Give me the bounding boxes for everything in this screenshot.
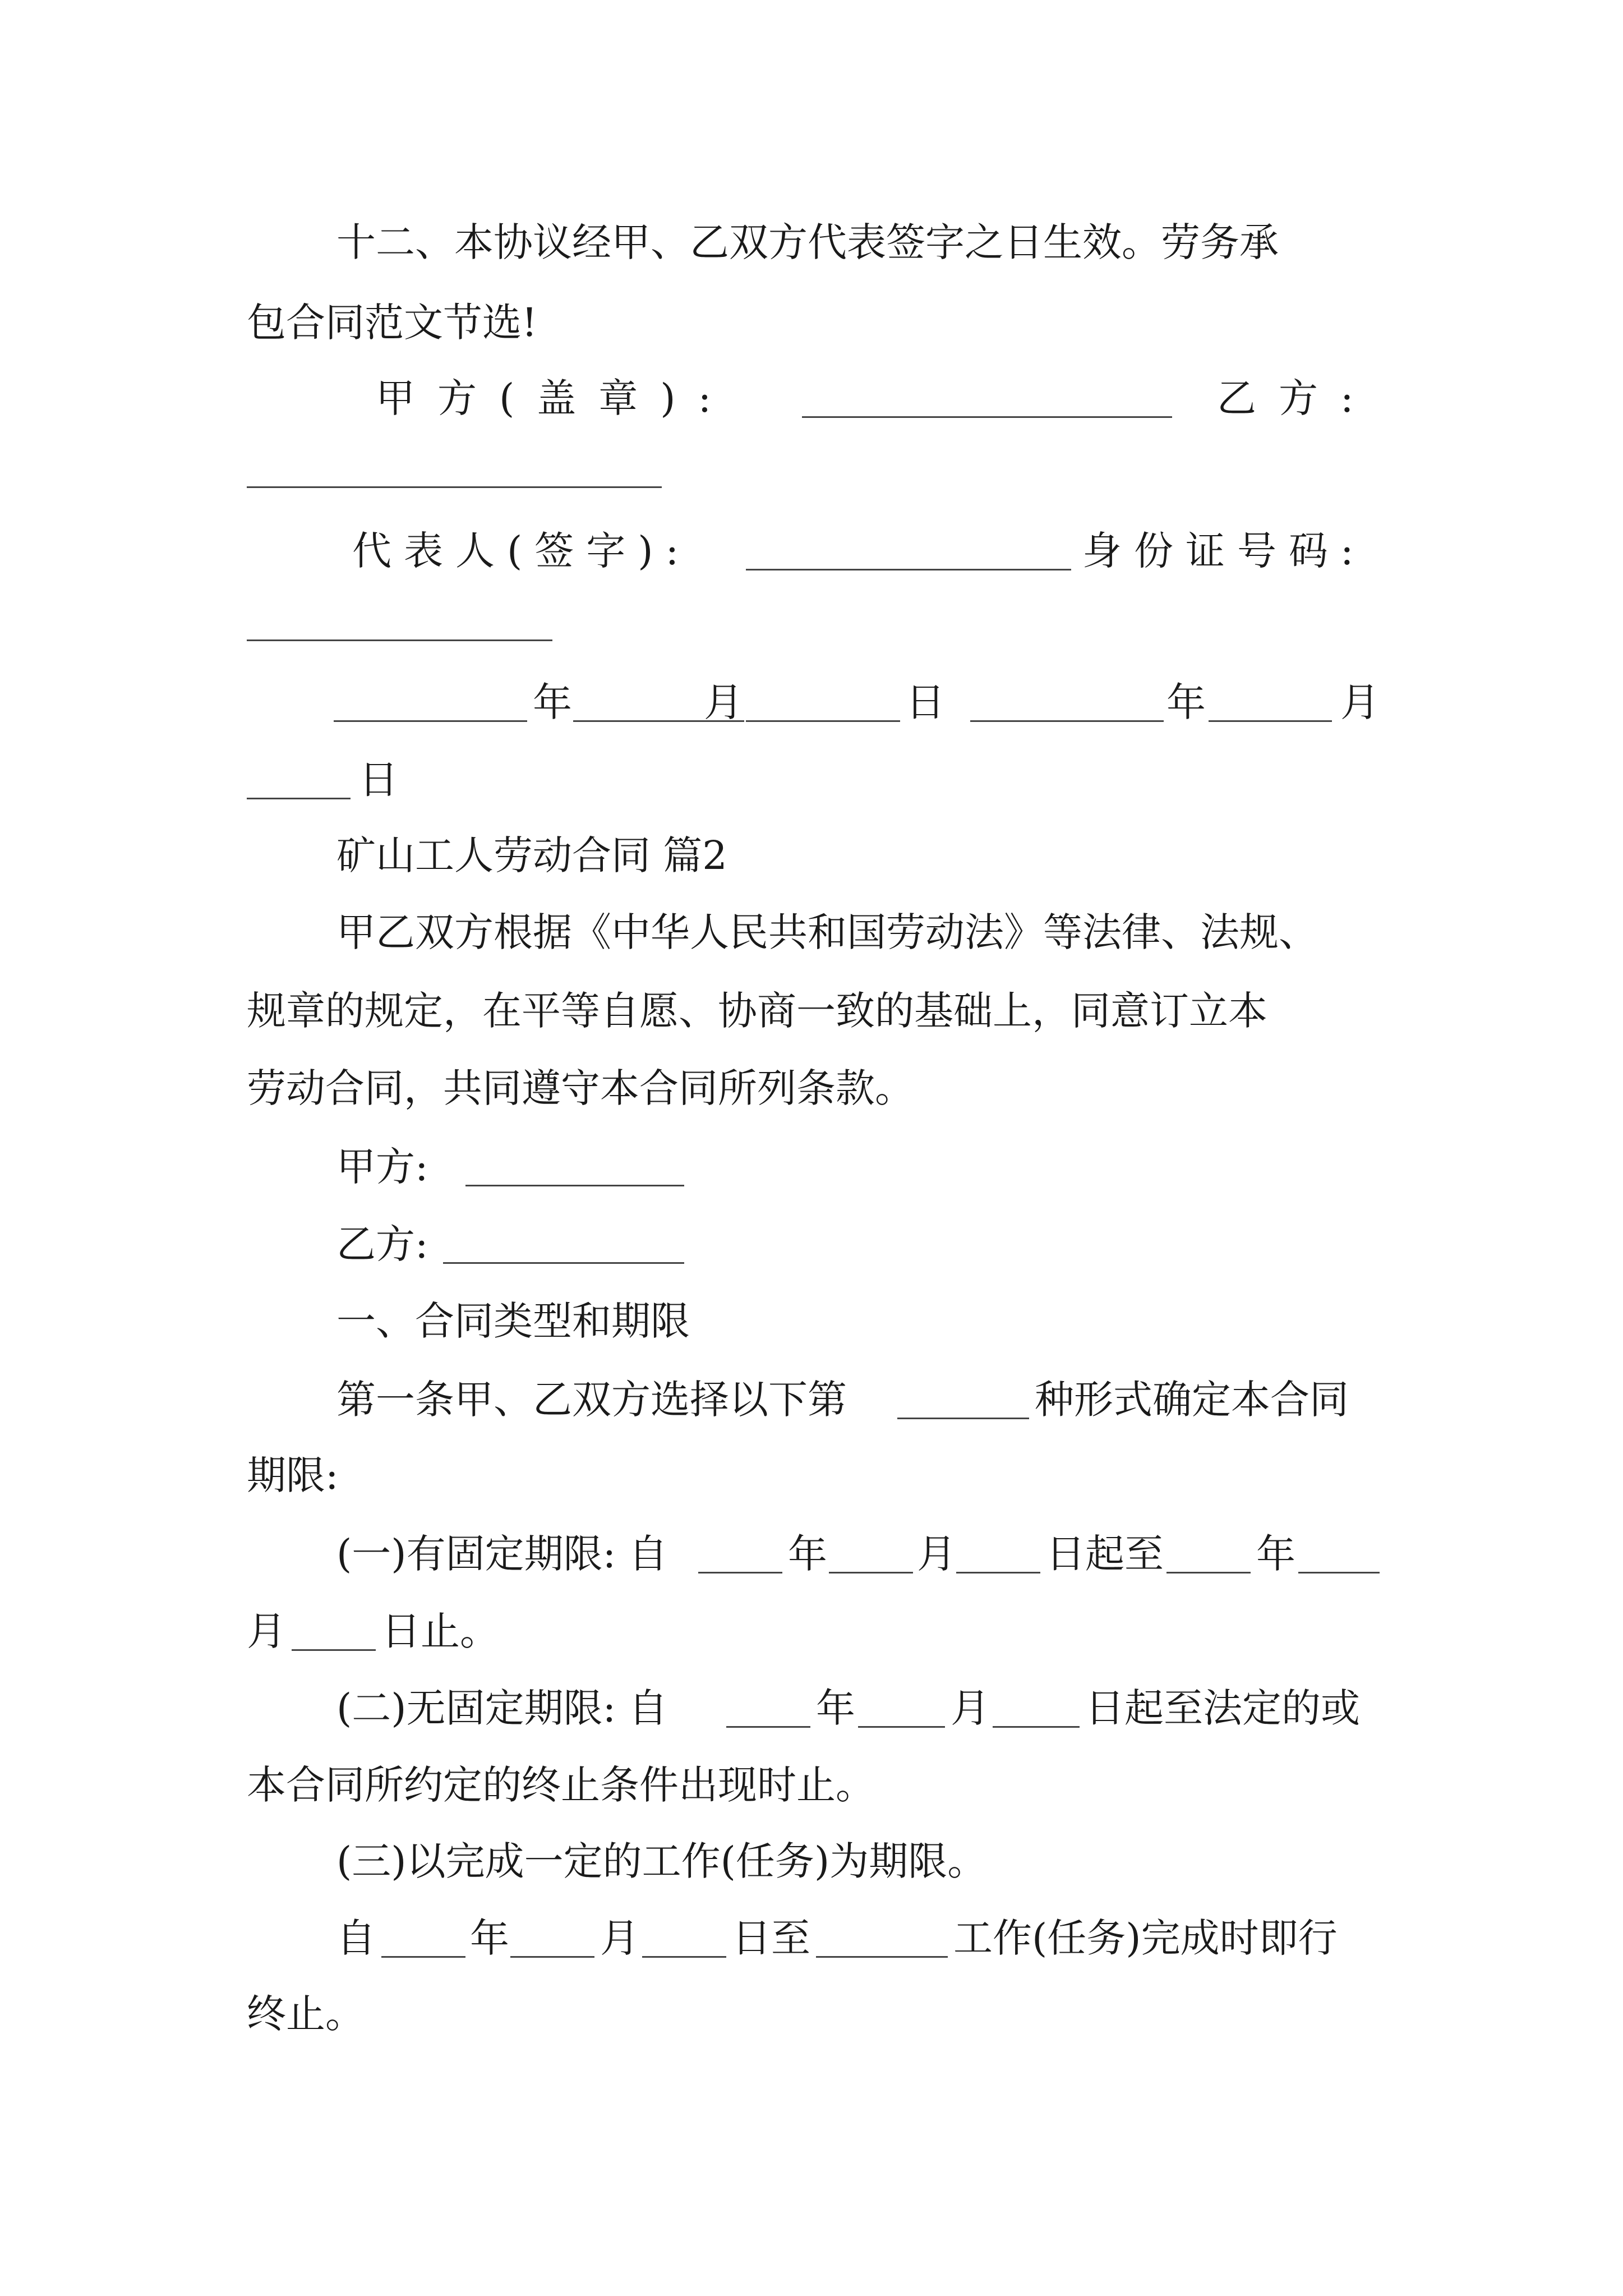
option-1-month: 月 xyxy=(917,1531,956,1577)
party-b-line xyxy=(0,1216,1623,1272)
option-1-year: 年 xyxy=(788,1531,827,1577)
party-a-seal-label: 甲方(盖章): xyxy=(376,375,734,421)
signature-dates-line xyxy=(0,674,1623,730)
option-1-year2: 年 xyxy=(1256,1531,1295,1577)
option-2-line-1 xyxy=(0,1680,1623,1736)
date-b-day: 日 xyxy=(359,757,398,803)
option-2-rest: 日起至法定的或 xyxy=(1085,1685,1360,1731)
intro-text-2: 规章的规定，在平等自愿、协商一致的基础上，同意订立本 xyxy=(247,988,1267,1034)
heading-1: 一、合同类型和期限 xyxy=(336,1298,690,1344)
date-a-month: 月 xyxy=(704,679,743,725)
intro-line-1 xyxy=(0,904,1623,960)
option-3-from: 自 xyxy=(336,1915,376,1961)
party-b-label-2: 乙方: xyxy=(336,1221,428,1267)
option-1-line-2 xyxy=(0,1603,1623,1659)
article-1-text-2: 期限: xyxy=(247,1452,339,1498)
party-a-line xyxy=(0,1139,1623,1195)
party-a-blank xyxy=(465,1185,684,1186)
option-2-prefix: (二)无固定期限: 自 xyxy=(336,1685,668,1731)
heading-1-line xyxy=(0,1293,1623,1349)
date-b-day-line xyxy=(0,752,1623,808)
option-2-text-2: 本合同所约定的终止条件出现时止。 xyxy=(247,1762,875,1808)
intro-text-1: 甲乙双方根据《中华人民共和国劳动法》等法律、法规、 xyxy=(336,909,1318,955)
option-3-year-blank xyxy=(381,1956,465,1958)
party-b-seal-blank xyxy=(247,486,662,488)
option-3-year: 年 xyxy=(470,1915,509,1961)
section-title: 矿山工人劳动合同 篇2 xyxy=(336,832,727,878)
option-2-line-2 xyxy=(0,1757,1623,1813)
option-3-month: 月 xyxy=(600,1915,639,1961)
party-a-seal-line xyxy=(0,370,1623,426)
option-3-text-3: 终止。 xyxy=(247,1991,365,2037)
intro-line-3 xyxy=(0,1060,1623,1116)
option-1-day-blank xyxy=(956,1572,1040,1573)
option-3-day-blank xyxy=(642,1956,726,1958)
option-3-to: 日至 xyxy=(732,1915,810,1961)
option-1-month2-blank xyxy=(1298,1572,1380,1573)
party-a-seal-blank xyxy=(802,416,1172,418)
article-1-text-a: 第一条甲、乙双方选择以下第 xyxy=(336,1377,847,1423)
article-1-line-2 xyxy=(0,1447,1623,1503)
option-2-month-blank xyxy=(858,1726,945,1728)
article-1-line-1 xyxy=(0,1372,1623,1428)
date-a-year: 年 xyxy=(533,679,572,725)
option-1-month-blank xyxy=(829,1572,913,1573)
option-3-line-1 xyxy=(0,1833,1623,1889)
date-b-month: 月 xyxy=(1340,679,1380,725)
date-a-day: 日 xyxy=(906,679,945,725)
date-b-year: 年 xyxy=(1166,679,1206,725)
party-a-label: 甲方: xyxy=(336,1144,428,1190)
representative-line xyxy=(0,523,1623,579)
id-number-blank-line xyxy=(0,593,1623,650)
date-b-year-blank xyxy=(970,720,1164,722)
option-2-day-blank xyxy=(993,1726,1080,1728)
id-number-label: 身份证号码: xyxy=(1082,528,1366,574)
option-1-day2-blank xyxy=(292,1649,376,1651)
option-1-line-1 xyxy=(0,1526,1623,1582)
section-title-line xyxy=(0,827,1623,884)
clause-12-line-2 xyxy=(0,295,1623,351)
party-b-blank-line xyxy=(0,440,1623,496)
option-1-year-blank xyxy=(698,1572,782,1573)
option-2-year-blank xyxy=(726,1726,810,1728)
option-1-year2-blank xyxy=(1166,1572,1251,1573)
representative-blank xyxy=(746,569,1071,570)
option-3-line-2 xyxy=(0,1910,1623,1966)
party-b-label: 乙方: xyxy=(1217,375,1376,421)
clause-12-text-1: 十二、本协议经甲、乙双方代表签字之日生效。劳务承 xyxy=(336,219,1279,265)
option-1-end: 日止。 xyxy=(381,1608,499,1654)
intro-line-2 xyxy=(0,983,1623,1039)
intro-text-3: 劳动合同，共同遵守本合同所列条款。 xyxy=(247,1065,914,1111)
clause-12-text-2: 包合同范文节选! xyxy=(247,300,538,346)
option-2-month: 月 xyxy=(951,1685,990,1731)
option-3-rest: 工作(任务)完成时即行 xyxy=(953,1915,1338,1961)
representative-label: 代表人(签字): xyxy=(352,528,691,574)
date-a-year-blank xyxy=(334,720,527,722)
date-b-month-blank xyxy=(1209,720,1332,722)
option-3-task-blank xyxy=(816,1956,948,1958)
option-1-from-to: 日起至 xyxy=(1046,1531,1164,1577)
option-1-month2: 月 xyxy=(247,1608,286,1654)
option-3-month-blank xyxy=(510,1956,594,1958)
article-1-text-b: 种形式确定本合同 xyxy=(1035,1377,1349,1423)
clause-12-line-1 xyxy=(0,214,1623,270)
party-b-blank xyxy=(443,1262,684,1264)
option-2-year: 年 xyxy=(816,1685,855,1731)
option-3-text-1: (三)以完成一定的工作(任务)为期限。 xyxy=(336,1838,987,1884)
date-b-day-blank xyxy=(247,798,351,799)
id-number-blank xyxy=(247,639,552,641)
option-3-line-3 xyxy=(0,1986,1623,2042)
option-1-prefix: (一)有固定期限: 自 xyxy=(336,1531,668,1577)
article-1-blank xyxy=(897,1418,1029,1419)
date-a-day-blank xyxy=(746,720,900,722)
